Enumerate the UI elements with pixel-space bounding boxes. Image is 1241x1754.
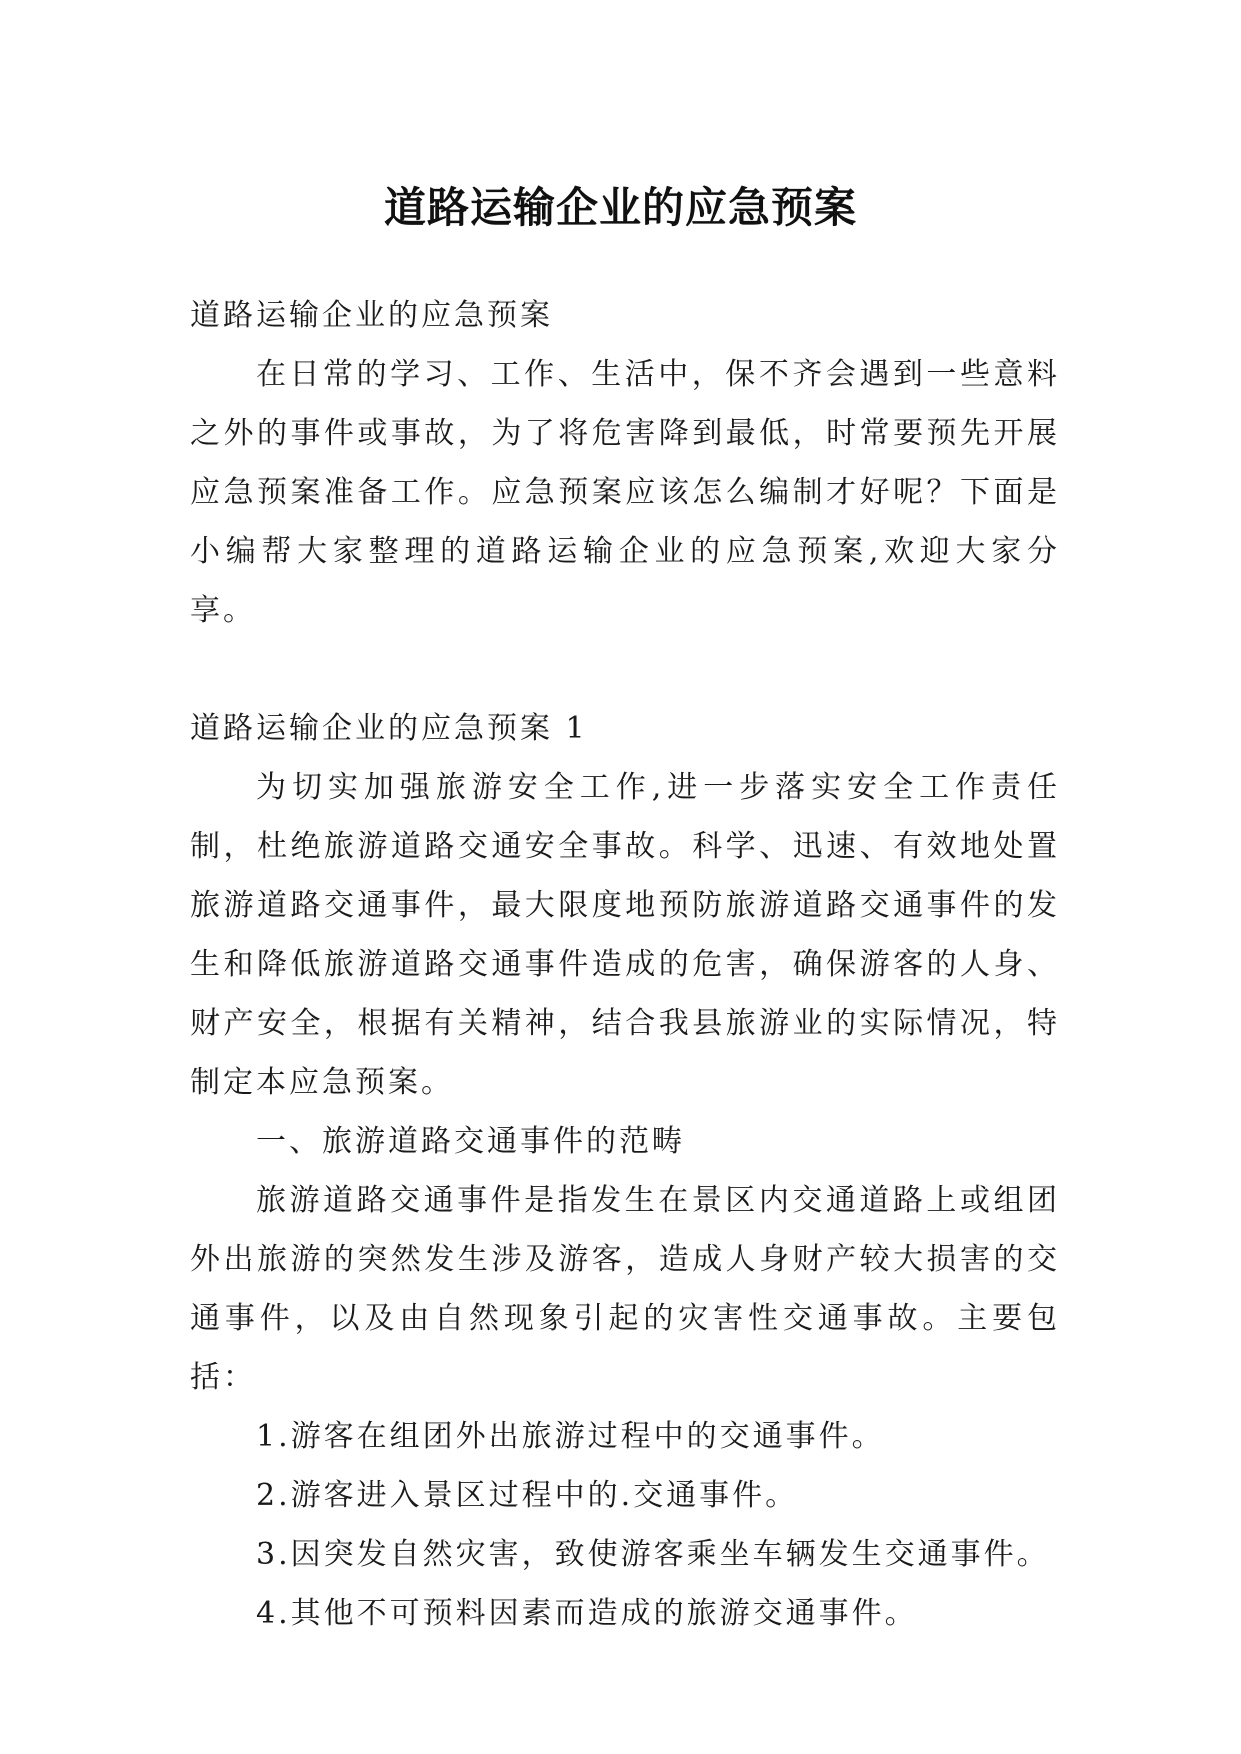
subsection1-heading: 一、旅游道路交通事件的范畴 bbox=[256, 1124, 685, 1159]
list-item-3: 3.因突发自然灾害，致使游客乘坐车辆发生交通事件。 bbox=[256, 1537, 1050, 1572]
document-subtitle: 道路运输企业的应急预案 bbox=[190, 298, 553, 333]
document-body bbox=[190, 286, 1060, 1643]
intro-paragraph: 在日常的学习、工作、生活中，保不齐会遇到一些意料之外的事件或事故，为了将危害降到最低，时常要预先开展应急预案准备工作。应急预案应该怎么编制才好呢？下面是小编帮大家整理的道路运输企业的应急预案,欢迎大家分享。 bbox=[190, 357, 1060, 628]
list-item-1: 1.游客在组团外出旅游过程中的交通事件。 bbox=[256, 1419, 885, 1454]
paragraph-gap bbox=[190, 640, 1060, 699]
list-item-2: 2.游客进入景区过程中的.交通事件。 bbox=[256, 1478, 799, 1513]
document-title: 道路运输企业的应急预案 bbox=[383, 183, 857, 233]
section1-heading: 道路运输企业的应急预案 1 bbox=[190, 711, 588, 746]
section1-paragraph: 为切实加强旅游安全工作,进一步落实安全工作责任制，杜绝旅游道路交通安全事故。科学、迅速、有效地处置旅游道路交通事件，最大限度地预防旅游道路交通事件的发生和降低旅游道路交通事件造成的危害，确保游客的人身、财产安全，根据有关精神，结合我县旅游业的实际情况，特制定本应急预案。 bbox=[190, 770, 1060, 1100]
subsection1-paragraph: 旅游道路交通事件是指发生在景区内交通道路上或组团外出旅游的突然发生涉及游客，造成人身财产较大损害的交通事件，以及由自然现象引起的灾害性交通事故。主要包括： bbox=[190, 1183, 1060, 1395]
list-item-4: 4.其他不可预料因素而造成的旅游交通事件。 bbox=[256, 1596, 918, 1631]
